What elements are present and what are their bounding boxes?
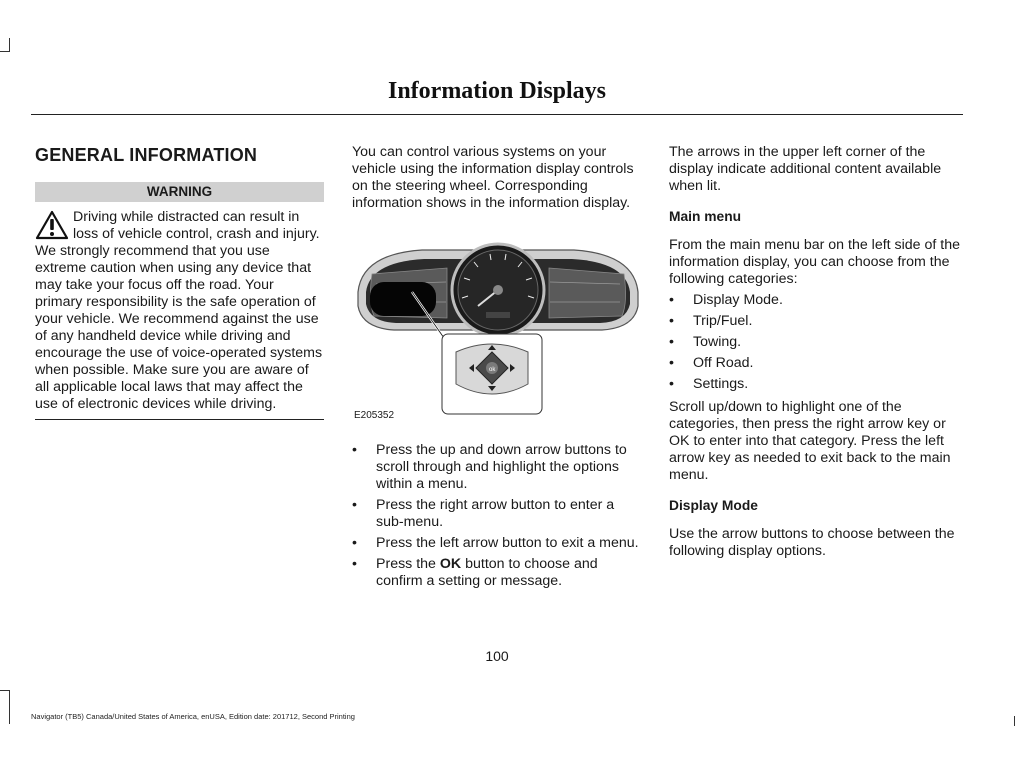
list-item: [352, 556, 644, 590]
arrows-paragraph: The arrows in the upper left corner of the display indicate additional content available when lit.: [669, 144, 942, 194]
column-general-information: [35, 144, 324, 420]
controls-bullet-list: [352, 442, 644, 590]
warning-triangle-icon: [35, 210, 69, 240]
list-item: • Press the left arrow button to exit a menu.: [352, 535, 644, 552]
list-item: • Press the up and down arrow buttons to scroll through and highlight the options within a menu.: [352, 442, 644, 493]
categories-list: [669, 292, 961, 393]
page-title: Information Displays: [387, 78, 607, 104]
svg-text:ok: ok: [489, 367, 496, 373]
main-menu-paragraph: From the main menu bar on the left side of the information display, you can choose from the following categories:: [669, 237, 960, 287]
warning-label: WARNING: [35, 182, 324, 202]
list-item: • Trip/Fuel.: [669, 313, 961, 330]
bullet-text-pre: Press the: [376, 556, 436, 572]
scroll-paragraph: Scroll up/down to highlight one of the categories, then press the right arrow key or OK to enter into that category. Press the left arrow key as needed to exit back to the main menu.: [669, 399, 951, 483]
crop-mark-top-left: [9, 38, 10, 52]
section-heading: GENERAL INFORMATION: [35, 145, 258, 165]
crop-mark-bottom-left-h: [0, 690, 10, 691]
crop-mark-bottom-right: [1014, 716, 1015, 726]
header-rule: [31, 114, 963, 115]
display-mode-heading: Display Mode: [669, 498, 758, 513]
column-main-menu: [669, 144, 961, 560]
column-controls: [352, 144, 644, 594]
page-number: 100: [485, 648, 509, 664]
warning-rule: [35, 419, 324, 420]
instrument-cluster-illustration: [352, 232, 644, 422]
list-item: • Off Road.: [669, 355, 961, 372]
ok-key-label: OK: [439, 556, 462, 572]
arrow-keypad-icon: [456, 344, 528, 394]
crop-mark-top-left-h: [0, 51, 10, 52]
figure-label: E205352: [354, 410, 395, 421]
bullet-text-post: button to choose and confirm a setting or message.: [376, 556, 598, 589]
list-item: • Towing.: [669, 334, 961, 351]
instrument-cluster-figure: [352, 232, 644, 422]
intro-paragraph: You can control various systems on your vehicle using the information display controls on the steering wheel. Corresponding information shows in the information display.: [352, 144, 634, 211]
list-item: • Settings.: [669, 376, 961, 393]
list-item: • Display Mode.: [669, 292, 961, 309]
list-item: • Press the right arrow button to enter a sub-menu.: [352, 497, 644, 531]
crop-mark-bottom-left: [9, 690, 10, 724]
display-mode-paragraph: Use the arrow buttons to choose between the following display options.: [669, 526, 955, 559]
warning-box: [35, 209, 324, 420]
warning-text: Driving while distracted can result in loss of vehicle control, crash and injury. We strongly recommend that you use extreme caution when using any device that may take your focus off the road. Your primary responsibility is the safe operation of your vehicle. We recommend against the use of any handheld device while driving and encourage the use of voice-operated systems when possible. Make sure you are aware of all applicable local laws that may affect the use of electronic devices while driving.: [35, 209, 323, 412]
edition-footer: Navigator (TB5) Canada/United States of America, enUSA, Edition date: 201712, Second Printing: [31, 712, 355, 721]
main-menu-heading: Main menu: [669, 209, 742, 224]
